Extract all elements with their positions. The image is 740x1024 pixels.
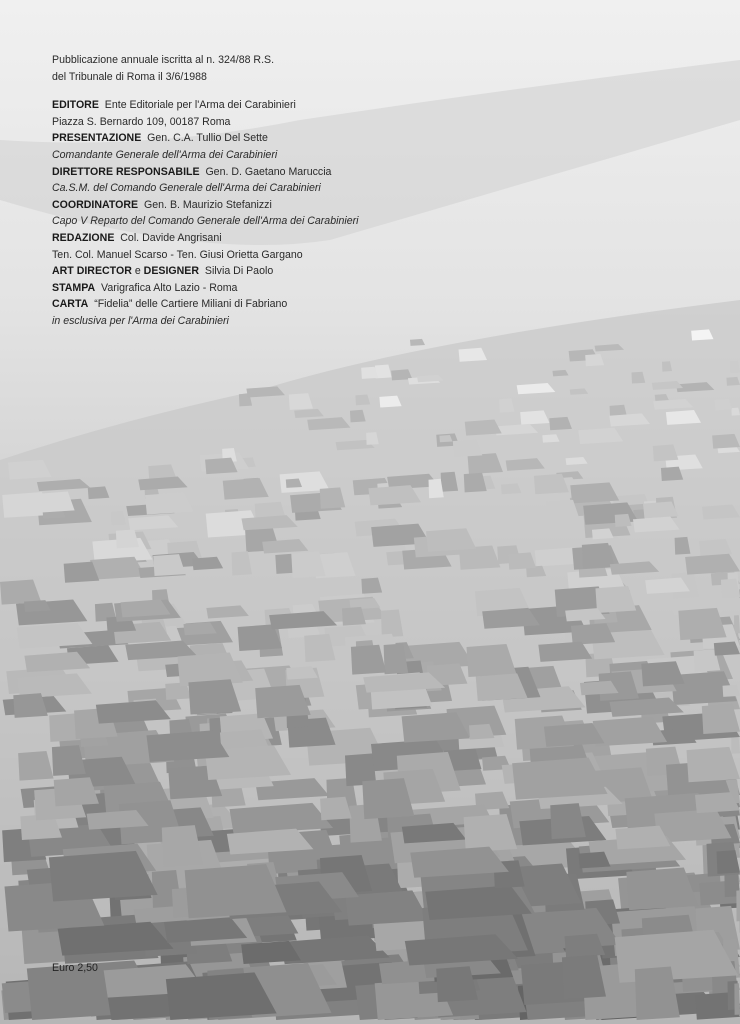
credit-role: DESIGNER xyxy=(143,265,200,278)
credit-text: Ten. Col. Manuel Scarso - Ten. Giusi Orietta Gargano xyxy=(52,248,303,261)
colophon xyxy=(52,52,358,330)
credit-role: STAMPA xyxy=(52,281,96,294)
credit-subtitle: Ca.S.M. del Comando Generale dell'Arma dei Carabinieri xyxy=(52,182,321,195)
price: Euro 2,50 xyxy=(52,962,98,974)
registration-line: del Tribunale di Roma il 3/6/1988 xyxy=(52,70,207,83)
credit-line xyxy=(52,296,358,313)
credits-list xyxy=(52,97,358,329)
credit-role: PRESENTAZIONE xyxy=(52,132,142,145)
registration-line: Pubblicazione annuale iscritta al n. 324/88 R.S. xyxy=(52,54,275,66)
credit-value: Gen. D. Gaetano Maruccia xyxy=(205,165,332,178)
credit-text: Piazza S. Bernardo 109, 00187 Roma xyxy=(52,115,231,128)
credit-line xyxy=(52,313,358,330)
credit-line xyxy=(52,230,358,247)
credit-value: Ente Editoriale per l'Arma dei Carabinieri xyxy=(104,99,296,112)
credit-line xyxy=(52,280,358,297)
credit-line xyxy=(52,180,358,197)
credit-value: Varigrafica Alto Lazio - Roma xyxy=(101,281,238,294)
credit-role: EDITORE xyxy=(52,99,99,112)
credit-line xyxy=(52,130,358,147)
credit-line xyxy=(52,97,358,114)
credit-line xyxy=(52,147,358,164)
credit-subtitle: in esclusiva per l'Arma dei Carabinieri xyxy=(52,314,229,327)
credit-role: REDAZIONE xyxy=(52,231,115,244)
rooftop xyxy=(736,890,740,921)
credit-line xyxy=(52,197,358,214)
credit-line xyxy=(52,247,358,264)
credit-value: Gen. C.A. Tullio Del Sette xyxy=(147,132,268,145)
credit-value: Gen. B. Maurizio Stefanizzi xyxy=(144,198,272,211)
credit-line xyxy=(52,164,358,181)
credit-joiner: e xyxy=(134,265,141,278)
credit-value: Silvia Di Paolo xyxy=(204,265,274,278)
credit-role: ART DIRECTOR xyxy=(52,265,132,278)
credit-line xyxy=(52,114,358,131)
credit-value: Col. Davide Angrisani xyxy=(120,231,222,244)
credit-subtitle: Comandante Generale dell'Arma dei Carabinieri xyxy=(52,148,278,161)
credit-line xyxy=(52,213,358,230)
credit-value: “Fidelia” delle Cartiere Miliani di Fabriano xyxy=(94,298,288,311)
credit-role: CARTA xyxy=(52,298,89,311)
credit-subtitle: Capo V Reparto del Comando Generale dell'Arma dei Carabinieri xyxy=(52,215,359,228)
credit-role: DIRETTORE RESPONSABILE xyxy=(52,165,200,178)
credit-line xyxy=(52,263,358,280)
credit-role: COORDINATORE xyxy=(52,198,139,211)
